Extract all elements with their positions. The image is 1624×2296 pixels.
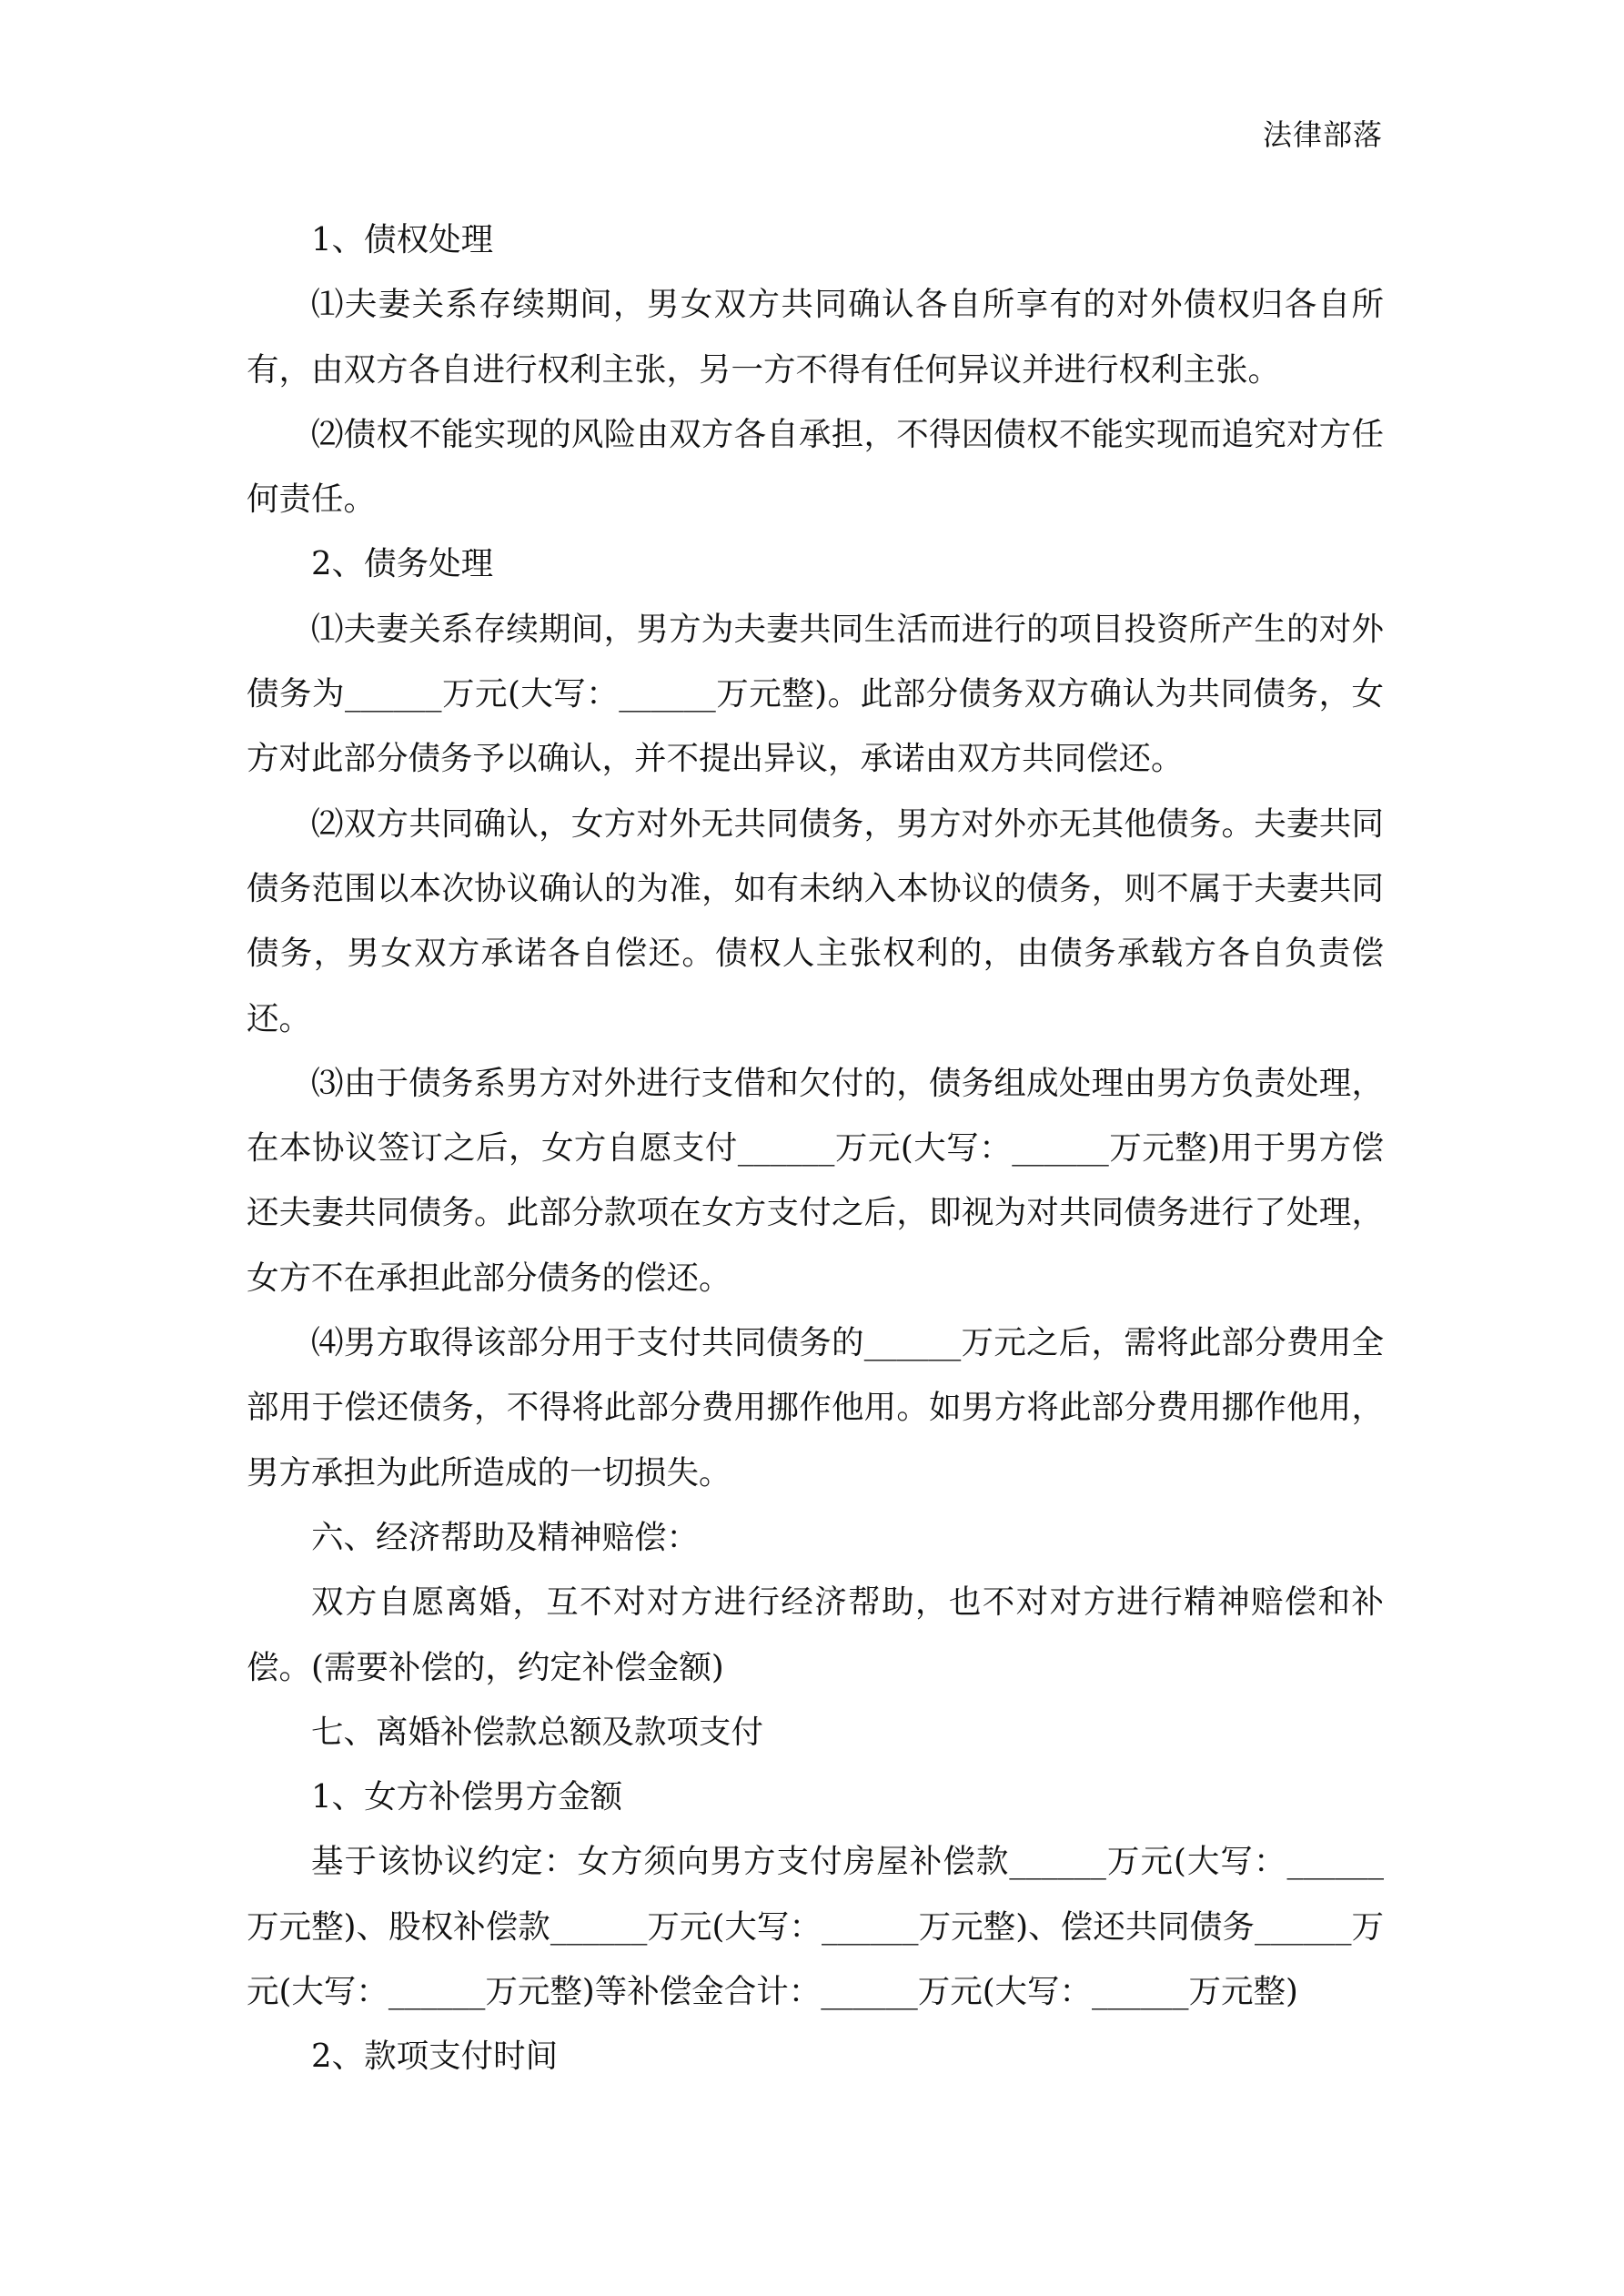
document-body	[247, 207, 1384, 2089]
paragraph-credit-1: ⑴夫妻关系存续期间，男女双方共同确认各自所享有的对外债权归各自所有，由双方各自进行权利主张，另一方不得有任何异议并进行权利主张。	[247, 286, 1384, 389]
paragraph-economic-help: 双方自愿离婚，互不对对方进行经济帮助，也不对对方进行精神赔偿和补偿。(需要补偿的，约定补偿金额)	[247, 1583, 1384, 1686]
section-heading-credit: 1、债权处理	[311, 221, 494, 258]
paragraph-compensation-amount: 基于该协议约定：女方须向男方支付房屋补偿款______万元(大写：______万元整)、股权补偿款______万元(大写：______万元整)、偿还共同债务______万元(大写：______万元整)等补偿金合计：______万元(大写：______万元整)	[247, 1843, 1384, 2011]
paragraph-debt-3: ⑶由于债务系男方对外进行支借和欠付的，债务组成处理由男方负责处理，在本协议签订之后，女方自愿支付______万元(大写：______万元整)用于男方偿还夫妻共同债务。此部分款项在女方支付之后，即视为对共同债务进行了处理，女方不在承担此部分债务的偿还。	[247, 1064, 1384, 1297]
section-heading-economic-help: 六、经济帮助及精神赔偿：	[311, 1518, 700, 1556]
subheading-payment-time: 2、款项支付时间	[311, 2038, 559, 2076]
section-heading-debt: 2、债务处理	[311, 545, 494, 583]
paragraph-debt-4: ⑷男方取得该部分用于支付共同债务的______万元之后，需将此部分费用全部用于偿还债务，不得将此部分费用挪作他用。如男方将此部分费用挪作他用，男方承担为此所造成的一切损失。	[247, 1324, 1384, 1492]
paragraph-debt-1: ⑴夫妻关系存续期间，男方为夫妻共同生活而进行的项目投资所产生的对外债务为______万元(大写：______万元整)。此部分债务双方确认为共同债务，女方对此部分债务予以确认，并不提出异议，承诺由双方共同偿还。	[247, 610, 1384, 778]
section-heading-compensation: 七、离婚补偿款总额及款项支付	[311, 1713, 764, 1751]
page-header-brand: 法律部落	[1262, 117, 1383, 152]
paragraph-credit-2: ⑵债权不能实现的风险由双方各自承担，不得因债权不能实现而追究对方任何责任。	[247, 415, 1384, 519]
subheading-compensation-amount: 1、女方补偿男方金额	[311, 1778, 623, 1816]
paragraph-debt-2: ⑵双方共同确认，女方对外无共同债务，男方对外亦无其他债务。夫妻共同债务范围以本次协议确认的为准，如有未纳入本协议的债务，则不属于夫妻共同债务，男女双方承诺各自偿还。债权人主张权利的，由债务承载方各自负责偿还。	[247, 804, 1384, 1037]
